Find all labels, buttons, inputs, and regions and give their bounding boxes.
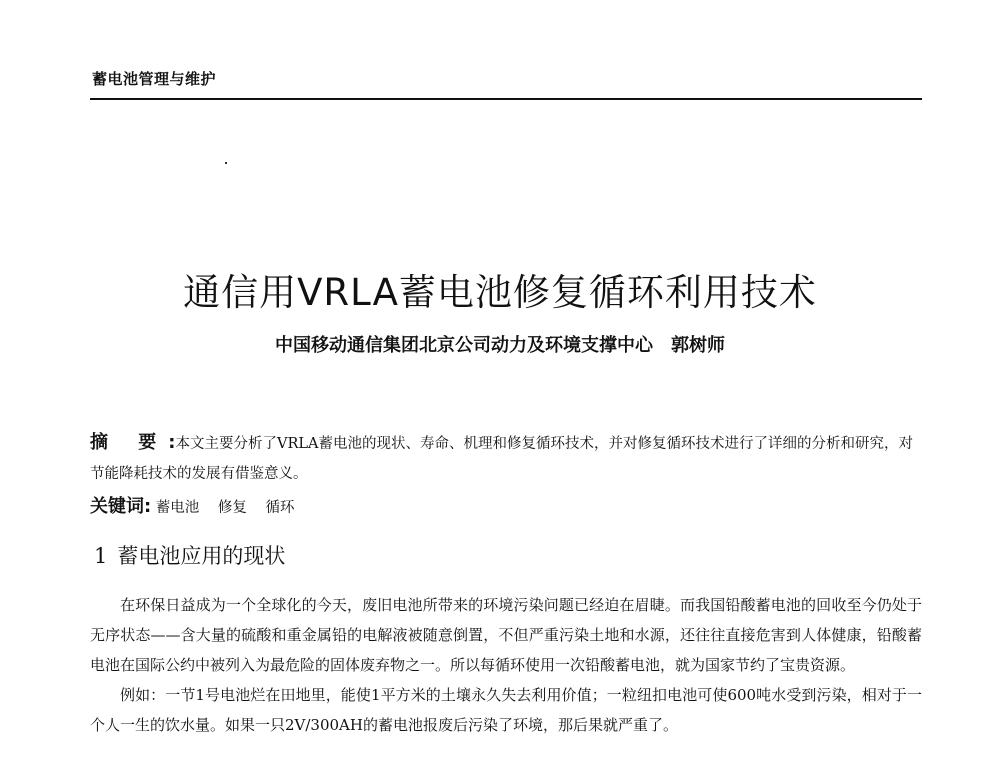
abstract-label: 摘 要:	[90, 432, 176, 453]
running-header: 蓄电池管理与维护	[92, 70, 217, 88]
article-title: 通信用VRLA蓄电池修复循环利用技术	[183, 271, 817, 314]
keyword-item: 蓄电池	[155, 500, 200, 516]
section-title: 蓄电池应用的现状	[117, 544, 286, 568]
byline	[0, 331, 1000, 357]
body-paragraph: 在环保日益成为一个全球化的今天，废旧电池所带来的环境污染问题已经迫在眉睫。而我国铅酸蓄电池的回收至今仍处于无序状态——含大量的硫酸和重金属铅的电解液被随意倒置，不但严重污染土地和水源，还往往直接危害到人体健康，铅酸蓄电池在国际公约中被列入为最危险的固体废弃物之一。所以每循环使用一次铅酸蓄电池，就为国家节约了宝贵资源。	[90, 596, 922, 674]
header-rule	[90, 98, 922, 100]
keywords-label: 关键词:	[90, 496, 152, 517]
section-heading	[94, 540, 285, 570]
body-text	[90, 590, 922, 740]
keyword-item: 修复	[217, 500, 247, 516]
keyword-item: 循环	[265, 500, 295, 516]
section-number: 1	[94, 544, 108, 568]
abstract	[90, 428, 922, 489]
body-paragraph: 例如：一节1号电池烂在田地里，能使1平方米的土壤永久失去利用价值；一粒纽扣电池可使600吨水受到污染，相对于一个人一生的饮水量。如果一只2V/300AH的蓄电池报废后污染了环境，那后果就严重了。	[90, 686, 922, 734]
keywords	[90, 494, 922, 521]
author-affiliation: 中国移动通信集团北京公司动力及环境支撑中心	[275, 335, 653, 356]
scan-speck	[225, 162, 227, 164]
abstract-text: 本文主要分析了VRLA蓄电池的现状、寿命、机理和修复循环技术，并对修复循环技术进行了详细的分析和研究，对节能降耗技术的发展有借鉴意义。	[90, 436, 913, 482]
author-name: 郭树师	[671, 335, 725, 356]
